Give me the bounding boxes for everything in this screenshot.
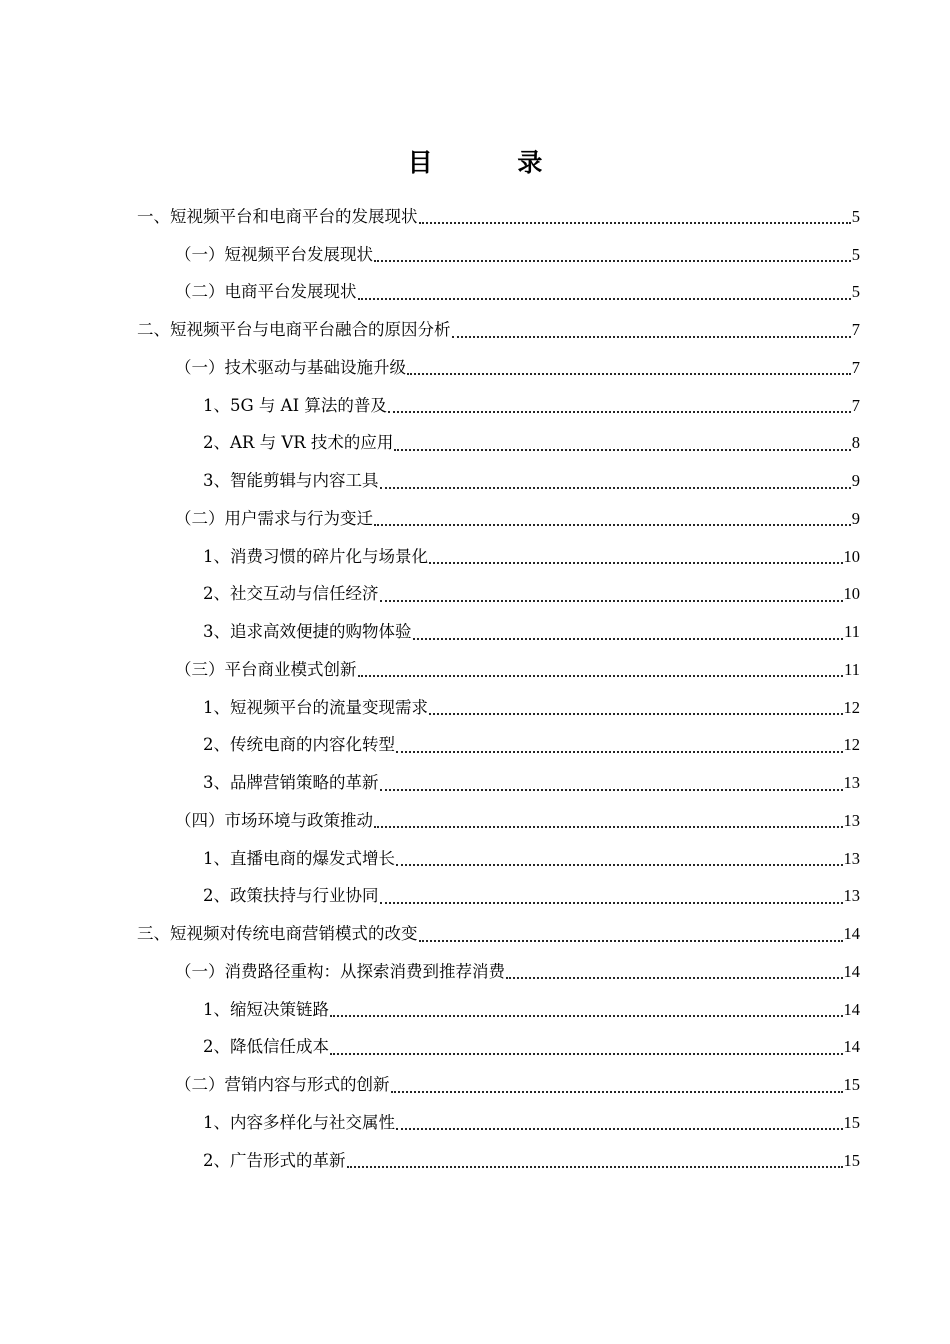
toc-dot-leader <box>429 561 843 564</box>
toc-entry-text: （一）短视频平台发展现状 <box>175 244 373 264</box>
toc-entry[interactable] <box>0 727 950 765</box>
toc-entry-text: 2、政策扶持与行业协同 <box>203 886 379 906</box>
toc-entry-text: 3、品牌营销策略的革新 <box>203 773 379 793</box>
toc-dot-leader <box>380 788 843 791</box>
toc-page-number: 15 <box>843 1112 860 1132</box>
toc-entry[interactable] <box>0 878 950 916</box>
toc-entry[interactable] <box>0 198 950 236</box>
toc-entry[interactable] <box>0 689 950 727</box>
toc-entry[interactable] <box>0 915 950 953</box>
toc-page-number: 11 <box>844 622 860 642</box>
toc-entry-text: 2、传统电商的内容化转型 <box>203 735 395 755</box>
toc-entry-text: （一）技术驱动与基础设施升级 <box>175 357 406 377</box>
toc-page-number: 7 <box>851 320 860 340</box>
toc-entry-text: （三）平台商业模式创新 <box>175 659 357 679</box>
toc-dot-leader <box>429 712 843 715</box>
toc-entry[interactable] <box>0 311 950 349</box>
toc-page-number: 13 <box>843 848 860 868</box>
toc-dot-leader <box>413 637 844 640</box>
toc-page-number: 7 <box>851 357 860 377</box>
toc-page-number: 15 <box>843 1150 860 1170</box>
toc-entry-text: （二）电商平台发展现状 <box>175 282 357 302</box>
toc-entry-text: 3、追求高效便捷的购物体验 <box>203 622 412 642</box>
toc-entry[interactable] <box>0 576 950 614</box>
toc-entry[interactable] <box>0 613 950 651</box>
toc-entry[interactable] <box>0 764 950 802</box>
toc-entry-text: 1、消费习惯的碎片化与场景化 <box>203 546 428 566</box>
table-of-contents <box>0 198 950 1180</box>
toc-entry[interactable] <box>0 651 950 689</box>
toc-page-number: 14 <box>843 961 860 981</box>
toc-page-number: 9 <box>851 471 860 491</box>
toc-entry-text: 1、5G 与 AI 算法的普及 <box>203 395 387 415</box>
toc-dot-leader <box>394 448 850 451</box>
toc-entry-text: 3、智能剪辑与内容工具 <box>203 471 379 491</box>
toc-entry-text: （一）消费路径重构：从探索消费到推荐消费 <box>175 961 505 981</box>
toc-entry[interactable] <box>0 1066 950 1104</box>
toc-page-number: 14 <box>843 1037 860 1057</box>
toc-page-number: 9 <box>851 508 860 528</box>
toc-dot-leader <box>358 297 851 300</box>
toc-page-number: 15 <box>843 1075 860 1095</box>
toc-entry-text: 二、短视频平台与电商平台融合的原因分析 <box>137 320 451 340</box>
toc-dot-leader <box>374 523 851 526</box>
toc-entry-text: 1、缩短决策链路 <box>203 999 329 1019</box>
toc-page-number: 5 <box>851 282 860 302</box>
toc-dot-leader <box>358 674 844 677</box>
toc-entry[interactable] <box>0 462 950 500</box>
toc-entry[interactable] <box>0 500 950 538</box>
toc-entry-text: 2、AR 与 VR 技术的应用 <box>203 433 394 453</box>
toc-page-number: 13 <box>843 810 860 830</box>
toc-entry[interactable] <box>0 991 950 1029</box>
toc-dot-leader <box>374 825 843 828</box>
toc-entry[interactable] <box>0 1029 950 1067</box>
toc-dot-leader <box>396 1127 843 1130</box>
toc-dot-leader <box>380 599 843 602</box>
toc-dot-leader <box>452 335 851 338</box>
toc-dot-leader <box>407 372 851 375</box>
toc-dot-leader <box>374 259 851 262</box>
toc-dot-leader <box>396 863 843 866</box>
toc-entry-text: 一、短视频平台和电商平台的发展现状 <box>137 206 418 226</box>
toc-entry-text: 1、直播电商的爆发式增长 <box>203 848 395 868</box>
toc-entry-text: 2、降低信任成本 <box>203 1037 329 1057</box>
toc-page-number: 13 <box>843 773 860 793</box>
toc-entry-text: （四）市场环境与政策推动 <box>175 810 373 830</box>
toc-entry-text: （二）用户需求与行为变迁 <box>175 508 373 528</box>
toc-dot-leader <box>380 486 851 489</box>
toc-page-number: 13 <box>843 886 860 906</box>
toc-entry[interactable] <box>0 1142 950 1180</box>
toc-entry[interactable] <box>0 1104 950 1142</box>
toc-page-number: 8 <box>851 433 860 453</box>
toc-page-number: 10 <box>843 546 860 566</box>
toc-dot-leader <box>347 1165 843 1168</box>
toc-entry[interactable] <box>0 425 950 463</box>
toc-dot-leader <box>380 901 843 904</box>
toc-dot-leader <box>419 221 851 224</box>
toc-entry-text: 1、短视频平台的流量变现需求 <box>203 697 428 717</box>
toc-dot-leader <box>388 410 851 413</box>
page-title: 目 录 <box>407 148 581 177</box>
toc-entry[interactable] <box>0 387 950 425</box>
toc-dot-leader <box>330 1014 843 1017</box>
toc-dot-leader <box>419 939 843 942</box>
toc-entry[interactable] <box>0 840 950 878</box>
toc-page-number: 5 <box>851 206 860 226</box>
toc-page-number: 14 <box>843 924 860 944</box>
toc-entry[interactable] <box>0 802 950 840</box>
toc-dot-leader <box>506 976 843 979</box>
toc-entry[interactable] <box>0 349 950 387</box>
toc-dot-leader <box>330 1052 843 1055</box>
toc-page-number: 14 <box>843 999 860 1019</box>
toc-entry-text: （二）营销内容与形式的创新 <box>175 1075 390 1095</box>
toc-page-number: 12 <box>843 735 860 755</box>
toc-entry[interactable] <box>0 236 950 274</box>
toc-page-number: 7 <box>851 395 860 415</box>
toc-page-number: 12 <box>843 697 860 717</box>
toc-entry-text: 1、内容多样化与社交属性 <box>203 1112 395 1132</box>
toc-dot-leader <box>396 750 843 753</box>
toc-entry[interactable] <box>0 538 950 576</box>
toc-entry[interactable] <box>0 274 950 312</box>
toc-entry-text: 2、社交互动与信任经济 <box>203 584 379 604</box>
toc-dot-leader <box>391 1090 843 1093</box>
toc-entry-text: 2、广告形式的革新 <box>203 1150 346 1170</box>
toc-entry[interactable] <box>0 953 950 991</box>
toc-entry-text: 三、短视频对传统电商营销模式的改变 <box>137 924 418 944</box>
toc-page-number: 11 <box>844 659 860 679</box>
toc-page-number: 10 <box>843 584 860 604</box>
toc-page-number: 5 <box>851 244 860 264</box>
